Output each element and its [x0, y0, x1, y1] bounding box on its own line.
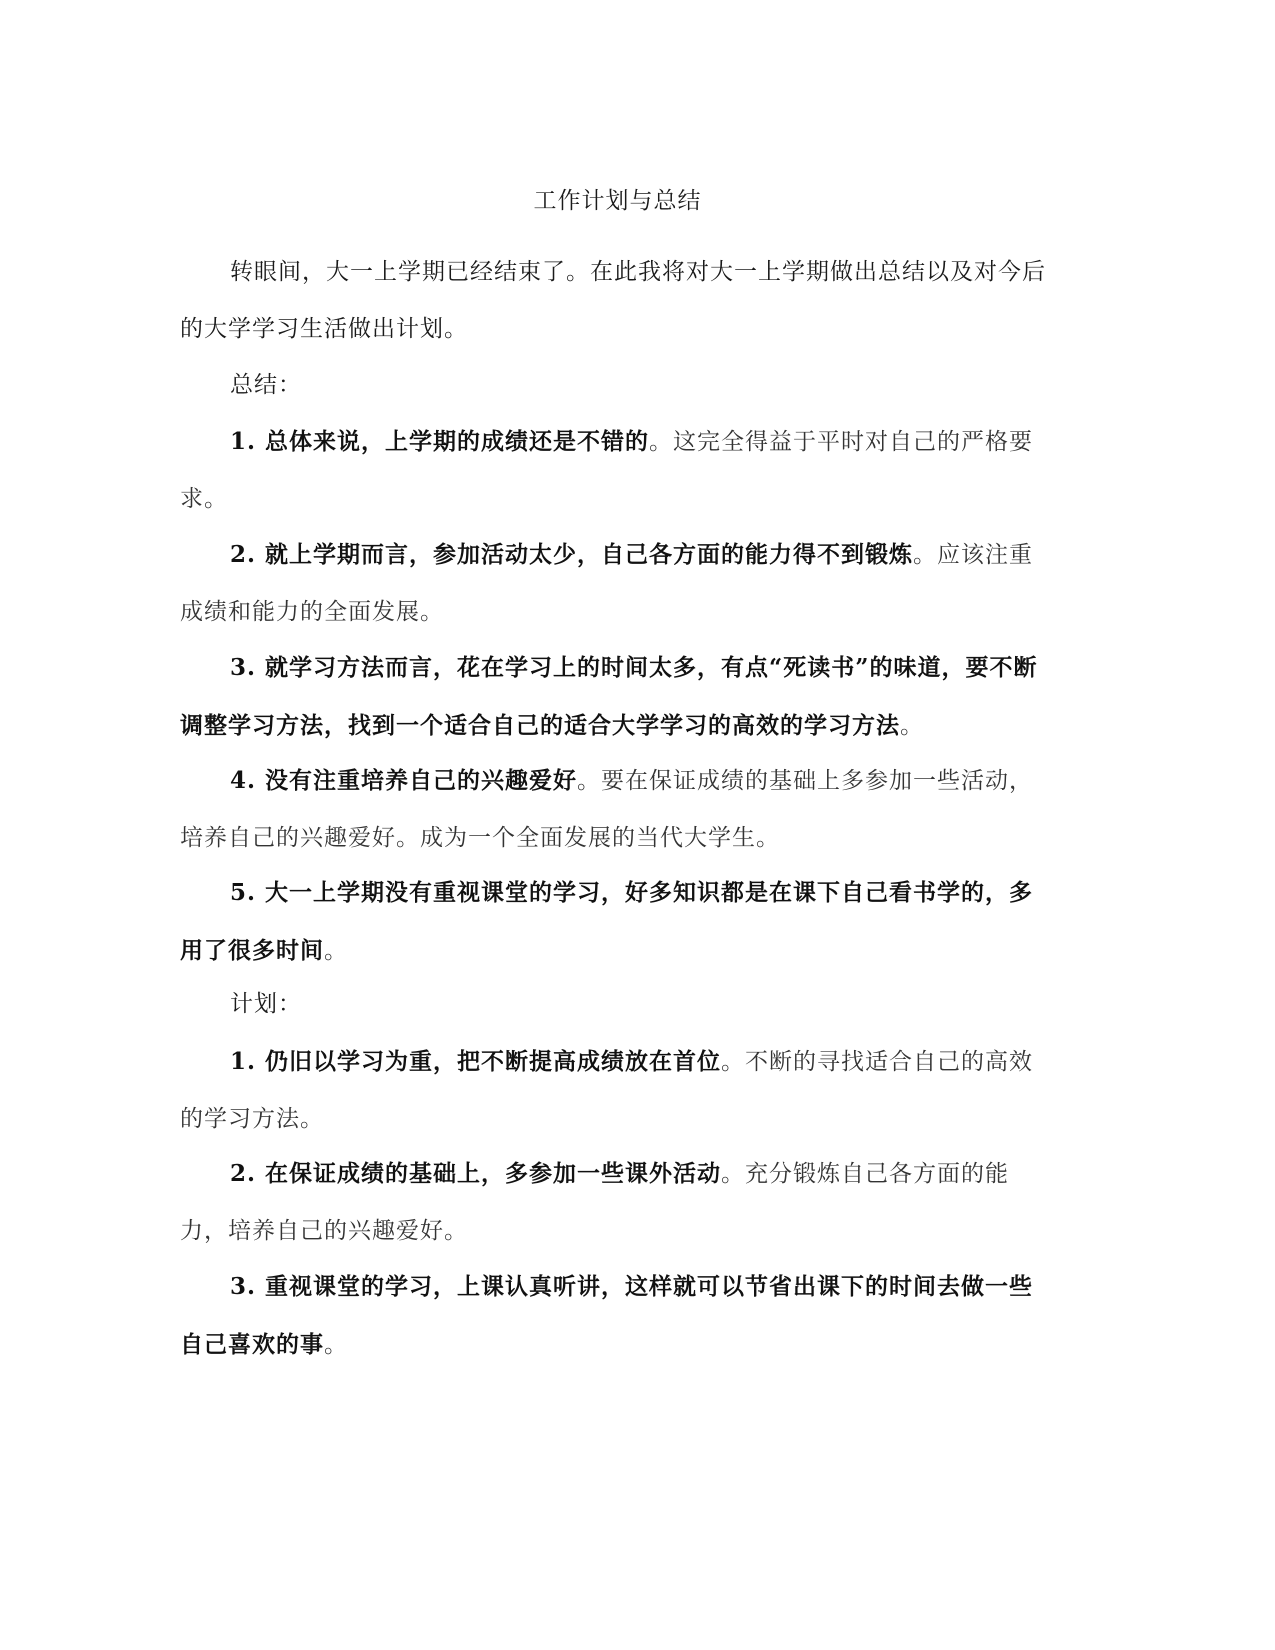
- document-title: 工作计划与总结: [533, 188, 702, 214]
- summary-heading: 总结：: [230, 372, 302, 398]
- summary-item-2: [180, 526, 1055, 641]
- summary-item-3-text: 。: [900, 713, 924, 739]
- summary-item-1-text: 。这完全得益于平时对自己的严格要求。: [180, 429, 1034, 512]
- summary-item-4-text: 。要在保证成绩的基础上多参加一些活动，培养自己的兴趣爱好。成为一个全面发展的当代大学生。: [180, 768, 1034, 851]
- plan-item-3-text: 。: [324, 1332, 348, 1358]
- summary-item-4: [180, 752, 1055, 867]
- plan-heading: 计划：: [230, 991, 302, 1017]
- document-page: [180, 0, 1055, 1650]
- summary-item-1: [180, 413, 1055, 528]
- summary-item-5-bold: 5. 大一上学期没有重视课堂的学习，好多知识都是在课下自己看书学的，多用了很多时间: [180, 879, 1034, 964]
- summary-item-2-text: 。应该注重成绩和能力的全面发展。: [180, 542, 1034, 625]
- plan-item-2-text: 。充分锻炼自己各方面的能力，培养自己的兴趣爱好。: [180, 1161, 1010, 1244]
- intro-paragraph: 转眼间，大一上学期已经结束了。在此我将对大一上学期做出总结以及对今后的大学学习生活做出计划。: [180, 259, 1046, 342]
- summary-item-1-bold: 1. 总体来说，上学期的成绩还是不错的: [230, 428, 650, 455]
- summary-item-5: [180, 864, 1055, 980]
- plan-item-2: [180, 1145, 1055, 1260]
- summary-item-2-bold: 2. 就上学期而言，参加活动太少，自己各方面的能力得不到锻炼: [230, 541, 914, 568]
- summary-item-5-text: 。: [324, 938, 348, 964]
- plan-item-1-bold: 1. 仍旧以学习为重，把不断提高成绩放在首位: [230, 1048, 722, 1075]
- summary-item-3: [180, 639, 1055, 755]
- summary-item-4-bold: 4. 没有注重培养自己的兴趣爱好: [230, 767, 578, 794]
- plan-item-1: [180, 1033, 1055, 1148]
- plan-item-2-bold: 2. 在保证成绩的基础上，多参加一些课外活动: [230, 1160, 722, 1187]
- summary-item-3-bold: 3. 就学习方法而言，花在学习上的时间太多，有点“死读书”的味道，要不断调整学习方法，找到一个适合自己的适合大学学习的高效的学习方法: [180, 654, 1038, 739]
- plan-item-3: [180, 1258, 1055, 1374]
- plan-item-1-text: 。不断的寻找适合自己的高效的学习方法。: [180, 1049, 1034, 1132]
- plan-item-3-bold: 3. 重视课堂的学习，上课认真听讲，这样就可以节省出课下的时间去做一些自己喜欢的事: [180, 1273, 1034, 1358]
